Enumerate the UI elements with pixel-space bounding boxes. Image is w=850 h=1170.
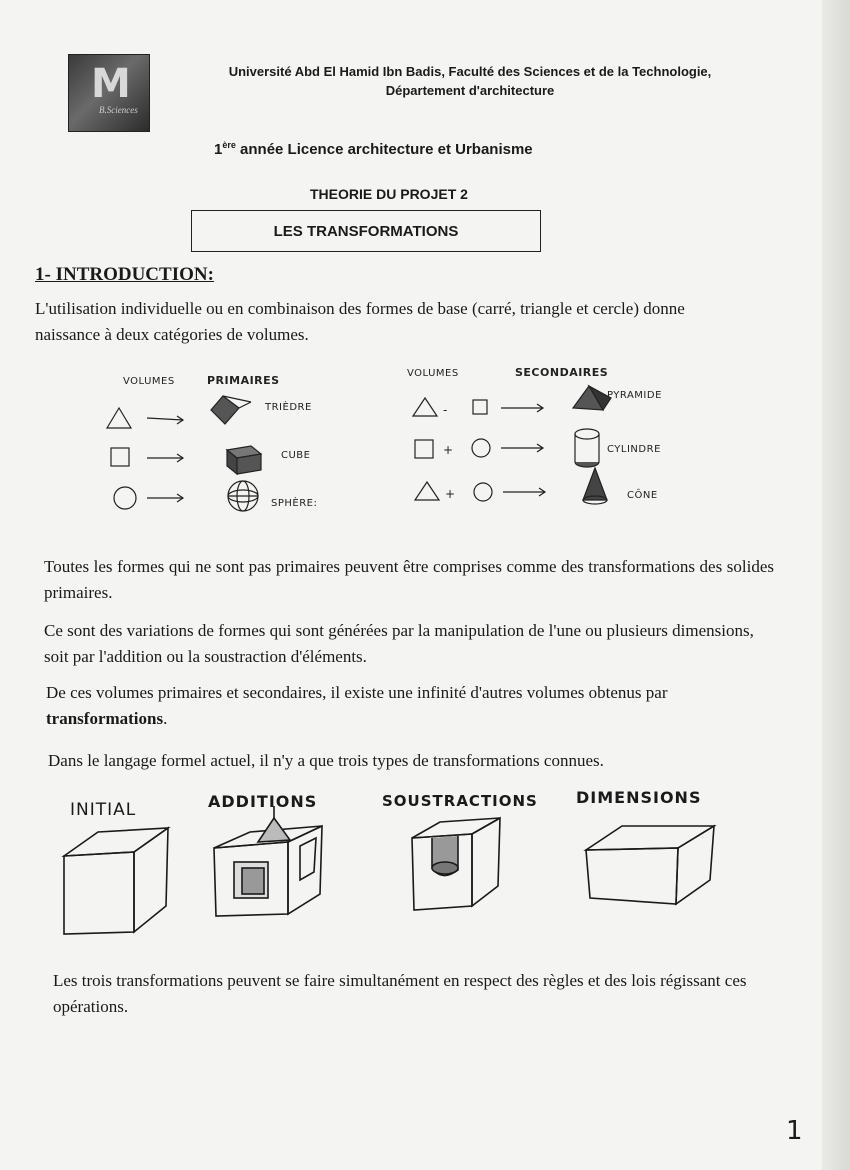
circle-icon (114, 487, 136, 509)
circle-icon (474, 483, 492, 501)
triangle-icon (415, 482, 439, 500)
paragraph-variations: Ce sont des variations de formes qui sont générées par la manipulation de l'une ou plusieurs dimensions, soit par l'addition ou la soustraction d'éléments. (44, 621, 754, 666)
pyramid-icon (573, 386, 611, 410)
intro-paragraph: L'utilisation individuelle ou en combinaison des formes de base (carré, triangle et cercle) donne naissance à deux catégories de volumes. (35, 299, 685, 344)
triedre-icon (211, 396, 251, 424)
label-additions: ADDITIONS (208, 792, 318, 811)
square-icon (111, 448, 129, 466)
label-initial: INITIAL (70, 800, 137, 820)
triangle-icon (413, 398, 437, 416)
svg-text:-: - (443, 403, 448, 417)
section-heading: 1- INTRODUCTION: (35, 264, 214, 285)
course-year (214, 140, 533, 158)
year-number: 1 (214, 141, 223, 158)
paragraph-infinite-end: . (163, 709, 168, 728)
paragraph-three-types: Dans le langage formel actuel, il n'y a que trois types de transformations connues. (48, 751, 604, 770)
volumes-figure (55, 368, 755, 528)
primary-item-triedre: TRIÈDRE (265, 402, 312, 413)
university-logo (68, 54, 150, 132)
secondary-label-secondaires: SECONDAIRES (515, 366, 609, 379)
initial-cube-icon (64, 828, 168, 934)
secondary-item-cone: CÔNE (627, 490, 658, 501)
square-icon (415, 440, 433, 458)
square-icon (473, 400, 487, 414)
primary-label-volumes: VOLUMES (123, 376, 175, 387)
cube-icon (227, 446, 261, 474)
paragraph-simultaneous: Les trois transformations peuvent se faire simultanément en respect des règles et des lois régissant ces opérations. (53, 971, 747, 1016)
transformations-sketch (60, 786, 740, 956)
svg-text:+: + (445, 487, 456, 501)
course-name: THEORIE DU PROJET 2 (310, 186, 468, 202)
primary-item-sphere: SPHÈRE: (271, 498, 318, 509)
page-edge (822, 0, 850, 1170)
paragraph-infinite-text: De ces volumes primaires et secondaires, il existe une infinité d'autres volumes obtenus par (46, 683, 668, 702)
paragraph-infinite-volumes (46, 680, 776, 732)
label-soustractions: SOUSTRACTIONS (382, 792, 538, 810)
secondary-item-cylindre: CYLINDRE (607, 444, 661, 455)
sphere-icon (228, 481, 258, 511)
dimensions-cube-icon (586, 826, 714, 904)
label-dimensions: DIMENSIONS (576, 788, 702, 807)
logo-caption: B.Sciences (99, 105, 138, 115)
additions-cube-icon (214, 806, 322, 916)
paragraph-formes: Toutes les formes qui ne sont pas primaires peuvent être comprises comme des transformations des solides primaires. (44, 557, 774, 602)
arrow-icon (147, 418, 183, 420)
triangle-icon (107, 408, 131, 428)
year-superscript: ère (222, 140, 236, 150)
volumes-sketch (55, 368, 755, 528)
cone-icon (583, 468, 607, 504)
logo-letter: M (91, 61, 131, 107)
secondary-item-pyramide: PYRAMIDE (607, 390, 662, 401)
year-text: année Licence architecture et Urbanisme (235, 141, 533, 158)
soustractions-cube-icon (412, 818, 500, 910)
department-name: Département d'architecture (385, 83, 555, 98)
cylinder-icon (575, 429, 599, 467)
svg-text:+: + (443, 443, 454, 457)
header-institution (215, 62, 725, 100)
primary-item-cube: CUBE (281, 450, 311, 461)
paragraph-infinite-bold: transformations (46, 709, 164, 728)
document-title-text: LES TRANSFORMATIONS (273, 222, 459, 240)
primary-label-primaires: PRIMAIRES (207, 374, 280, 387)
page-number: 1 (786, 1116, 803, 1146)
university-name: Université Abd El Hamid Ibn Badis, Faculté des Sciences et de la Technologie, (228, 64, 712, 79)
transformations-figure (60, 786, 740, 956)
document-title (191, 210, 541, 252)
circle-icon (472, 439, 490, 457)
secondary-label-volumes: VOLUMES (407, 368, 459, 379)
